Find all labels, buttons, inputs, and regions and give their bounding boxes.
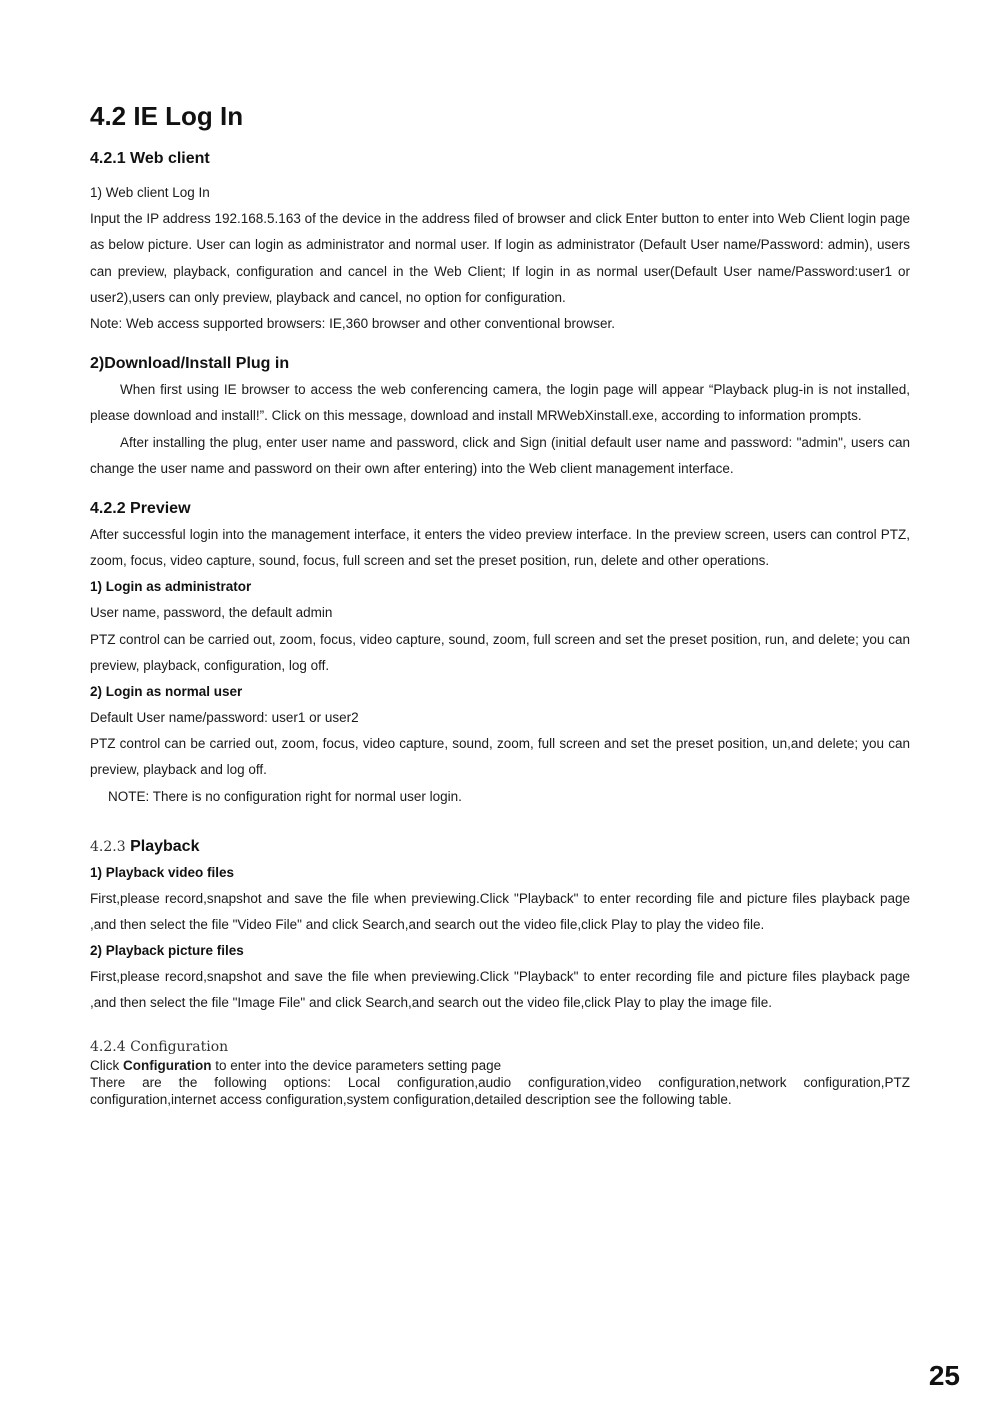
playback-video-paragraph: First,please record,snapshot and save the file when previewing.Click "Playback" to enter recording file and picture files playback page ,and then select the file "Video File" and click Search,and search out the video file,click Play to play the video file. (90, 890, 910, 933)
playback-picture-paragraph: First,please record,snapshot and save the file when previewing.Click "Playback" to enter recording file and picture files playback page ,and then select the file "Image File" and click Search,and search out the video file,click Play to play the image file. (90, 969, 910, 1011)
download-section (90, 353, 910, 482)
admin-login-heading: 1) Login as administrator (90, 579, 252, 595)
normal-login-note: NOTE: There is no configuration right for normal user login. (108, 788, 462, 804)
configuration-line-1-bold: Configuration (123, 1057, 212, 1073)
document-page (90, 98, 910, 1108)
admin-login-line-1: User name, password, the default admin (90, 605, 333, 621)
web-client-heading: 4.2.1 Web client (90, 150, 210, 167)
playback-picture-heading: 2) Playback picture files (90, 943, 244, 959)
normal-login-heading: 2) Login as normal user (90, 684, 243, 700)
configuration-line-1-suffix: to enter into the device parameters setting page (211, 1057, 502, 1073)
preview-heading: 4.2.2 Preview (90, 500, 191, 518)
playback-heading (90, 836, 910, 858)
configuration-heading-text: 4.2.4 Configuration (90, 1038, 229, 1055)
playback-heading-number: 4.2.3 (90, 838, 126, 855)
web-client-note: Note: Web access supported browsers: IE,360 browser and other conventional browser. (90, 316, 616, 332)
normal-login-line-1: Default User name/password: user1 or user2 (90, 710, 359, 726)
configuration-heading (90, 1037, 910, 1057)
configuration-line-1 (90, 1057, 910, 1074)
section-title: 4.2 IE Log In (90, 101, 244, 131)
web-client-step1: 1) Web client Log In (90, 185, 210, 200)
web-client-section (90, 148, 910, 337)
download-paragraph-1: When first using IE browser to access the web conferencing camera, the login page will appear “Playback plug-in is not installed, please download and install!”. Click on this message, download and install MRWebXinstall.exe, according to information prompts. (90, 382, 910, 424)
playback-section (90, 836, 910, 1017)
normal-login-line-2: PTZ control can be carried out, zoom, focus, video capture, sound, zoom, full screen and set the preset position, un,and delete; you can preview, playback and log off. (90, 736, 910, 778)
download-heading: 2)Download/Install Plug in (90, 355, 290, 373)
download-paragraph-2: After installing the plug, enter user name and password, click and Sign (initial default user name and password: "admin", users can change the user name and password on their own after entering) into the Web client management interface. (90, 434, 910, 476)
admin-login-line-2: PTZ control can be carried out, zoom, focus, video capture, sound, zoom, full screen and set the preset position, run, and delete; you can preview, playback, configuration, log off. (90, 631, 910, 673)
playback-heading-text: Playback (130, 837, 200, 855)
page-number: 25 (928, 1360, 960, 1391)
configuration-section (90, 1037, 910, 1108)
preview-intro: After successful login into the management interface, it enters the video preview interface. In the preview screen, users can control PTZ, zoom, focus, video capture, sound, focus, full screen and set the preset position, run, delete and other operations. (90, 527, 910, 569)
configuration-line-1-prefix: Click (90, 1057, 123, 1073)
playback-video-heading: 1) Playback video files (90, 864, 235, 880)
web-client-paragraph: Input the IP address 192.168.5.163 of the device in the address filed of browser and click Enter button to enter into Web Client login page as below picture. User can login as administrator and normal user. If login as administrator (Default User name/Password: admin), users can preview, playback, configuration and cancel in the Web Client; If login in as normal user(Default User name/Password:user1 or user2),users can only preview, playback and cancel, no option for configuration. (90, 211, 910, 305)
configuration-line-2: There are the following options: Local configuration,audio configuration,video configuration,network configuration,PTZ configuration,internet access configuration,system configuration,detailed description see the following table. (90, 1074, 910, 1107)
preview-section (90, 498, 910, 810)
